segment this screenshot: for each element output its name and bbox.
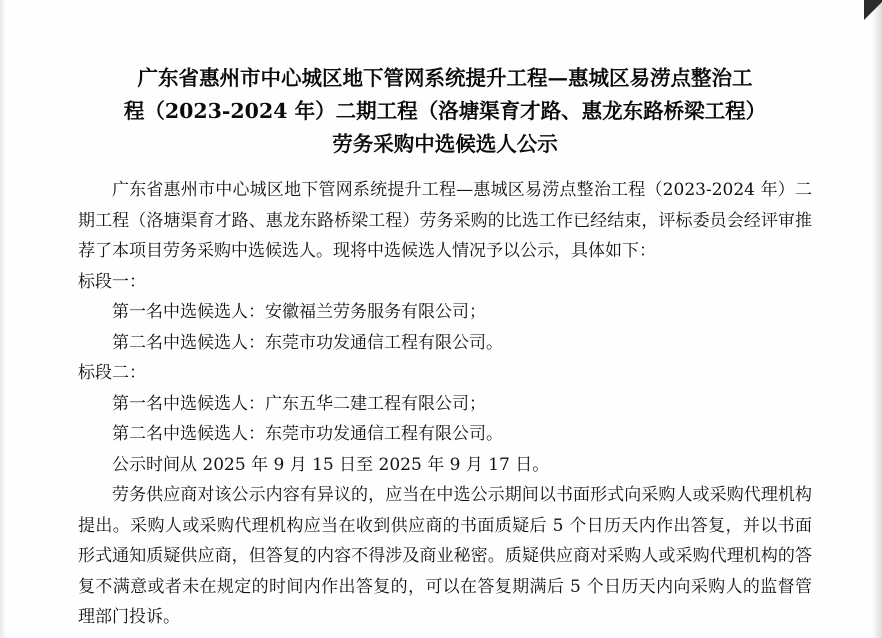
section-1-item-1: 第一名中选候选人：安徽福兰劳务服务有限公司； [112, 302, 486, 322]
section-2-item-1: 第一名中选候选人：广东五华二建工程有限公司； [112, 393, 486, 414]
section-2-item-2: 第二名中选候选人：东莞市功发通信工程有限公司。 [112, 424, 503, 444]
notice-period-line: 公示时间从 2025 年 9 月 15 日至 2025 年 9 月 17 日。 [112, 454, 550, 475]
objection-paragraph: 劳务供应商对该公示内容有异议的，应当在中选公示期间以书面形式向采购人或采购代理机构提出。采购人或采购代理机构应当在收到供应商的书面质疑后 5 个日历天内作出答复，并以书面形式通知质疑供应商，但答复的内容不得涉及商业秘密。质疑供应商对采购人或采购代理机构的答复不满意或者未在规定的时间内作出答复的，可以在答复期满后 5 个日历天内向采购人的监督管理部门投诉。 [78, 485, 812, 627]
section-1-item-2: 第二名中选候选人：东莞市功发通信工程有限公司。 [112, 332, 503, 353]
page-title-line-2: 程（2023-2024 年）二期工程（洛塘渠育才路、惠龙东路桥梁工程） [123, 99, 767, 123]
page-title-line-1: 广东省惠州市中心城区地下管网系统提升工程—惠城区易涝点整治工 [137, 66, 753, 90]
section-1-label: 标段一： [78, 271, 146, 292]
section-2-label: 标段二： [78, 363, 146, 383]
page-title [78, 62, 812, 161]
intro-paragraph: 广东省惠州市中心城区地下管网系统提升工程—惠城区易涝点整治工程（2023-2024 年）二期工程（洛塘渠育才路、惠龙东路桥梁工程）劳务采购的比选工作已经结束，评标委员会经评审推荐了本项目劳务采购中选候选人。现将中选候选人情况予以公示，具体如下： [78, 180, 812, 261]
page-title-line-3: 劳务采购中选候选人公示 [332, 132, 558, 156]
